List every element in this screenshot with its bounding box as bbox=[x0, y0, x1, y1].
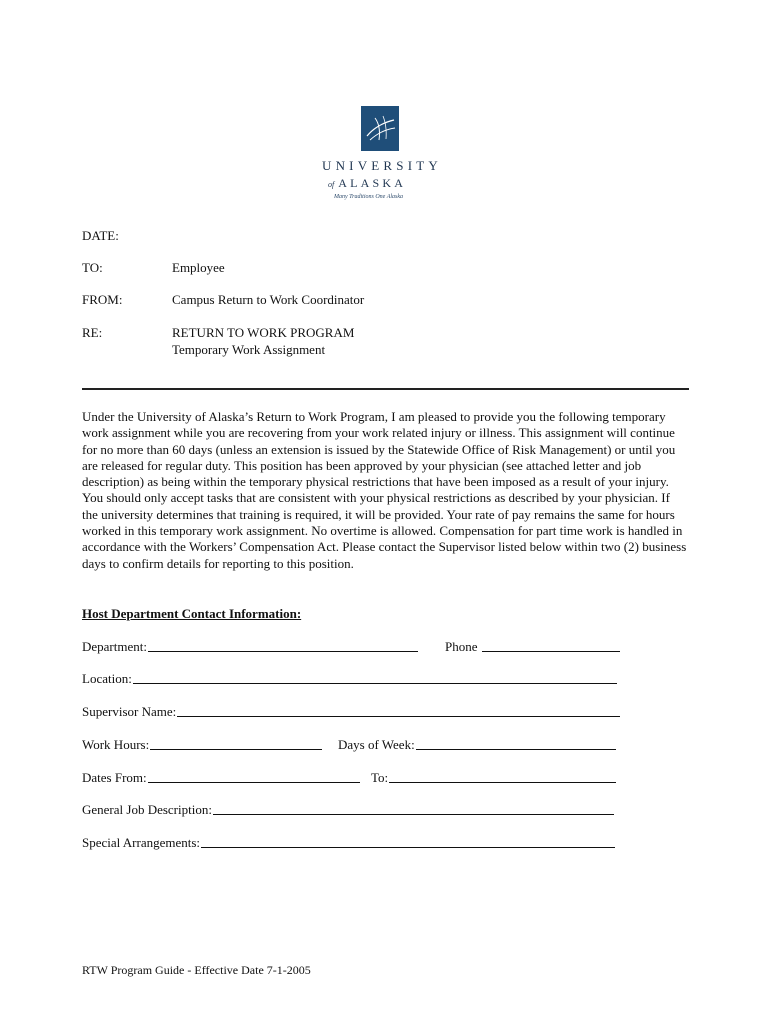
dates-to-label: To: bbox=[371, 770, 389, 785]
phone-label: Phone bbox=[445, 639, 478, 654]
location-blank[interactable] bbox=[133, 670, 617, 684]
dates-from-blank[interactable] bbox=[148, 769, 360, 783]
header-divider bbox=[82, 388, 689, 390]
re-subject-line: RETURN TO WORK PROGRAM bbox=[172, 325, 355, 340]
re-subtitle-line: Temporary Work Assignment bbox=[172, 342, 326, 357]
department-blank[interactable] bbox=[148, 638, 418, 652]
logo-of-text: of bbox=[328, 180, 335, 189]
supervisor-label: Supervisor Name: bbox=[82, 704, 177, 719]
from-value: Campus Return to Work Coordinator bbox=[172, 292, 365, 307]
supervisor-field[interactable] bbox=[82, 703, 620, 720]
dates-to-blank[interactable] bbox=[389, 769, 616, 783]
to-label: TO: bbox=[82, 260, 103, 275]
work-hours-field[interactable] bbox=[82, 736, 322, 753]
phone-field[interactable] bbox=[445, 638, 620, 655]
job-description-field[interactable] bbox=[82, 801, 614, 818]
re-label: RE: bbox=[82, 325, 103, 340]
department-label: Department: bbox=[82, 639, 147, 654]
logo-alaska-row bbox=[328, 176, 444, 192]
special-arrangements-label: Special Arrangements: bbox=[82, 835, 201, 850]
location-label: Location: bbox=[82, 671, 132, 686]
body-paragraph: Under the University of Alaska’s Return to Work Program, I am pleased to provide you the following temporary work assignment while you are recovering from your work related injury or illness. This assignment will continue for no more than 60 days (unless an extension is issued by the Statewide Office of Risk Management) or until you are released for regular duty. This position has been approved by your physician (see attached letter and job description) as being within the temporary physical restrictions that have been imposed as a result of your injury. You should only accept tasks that are consistent with your physical restrictions as described by your physician. If the university determines that training is required, it will be provided. Your rate of pay remains the same for hours worked in this temporary work assignment. No overtime is allowed. Compensation for part time work is handled in accordance with the Workers’ Compensation Act. Please contact the Supervisor listed below within two (2) business days to confirm details for reporting to this position. bbox=[82, 409, 687, 571]
special-arrangements-field[interactable] bbox=[82, 834, 615, 851]
dates-from-label: Dates From: bbox=[82, 770, 147, 785]
work-hours-label: Work Hours: bbox=[82, 737, 150, 752]
footer-text: RTW Program Guide - Effective Date 7-1-2005 bbox=[82, 963, 311, 977]
supervisor-blank[interactable] bbox=[177, 703, 620, 717]
dates-from-field[interactable] bbox=[82, 769, 360, 786]
special-arrangements-blank[interactable] bbox=[201, 834, 615, 848]
department-field[interactable] bbox=[82, 638, 418, 655]
to-value: Employee bbox=[172, 260, 225, 275]
dates-to-field[interactable] bbox=[371, 769, 616, 786]
section-title: Host Department Contact Information: bbox=[82, 606, 302, 621]
logo-alaska-text: ALASKA bbox=[338, 176, 407, 190]
work-hours-blank[interactable] bbox=[150, 736, 322, 750]
days-of-week-blank[interactable] bbox=[416, 736, 616, 750]
aurora-emblem-icon bbox=[361, 106, 399, 151]
from-label: FROM: bbox=[82, 292, 123, 307]
job-description-blank[interactable] bbox=[213, 801, 614, 815]
location-field[interactable] bbox=[82, 670, 617, 687]
days-of-week-field[interactable] bbox=[338, 736, 616, 753]
logo-university-text: UNIVERSITY bbox=[322, 158, 442, 173]
university-logo bbox=[320, 106, 444, 202]
phone-blank[interactable] bbox=[482, 638, 620, 652]
logo-tagline: Many Traditions One Alaska bbox=[334, 194, 404, 200]
date-label: DATE: bbox=[82, 228, 119, 243]
days-of-week-label: Days of Week: bbox=[338, 737, 415, 752]
job-description-label: General Job Description: bbox=[82, 802, 212, 817]
